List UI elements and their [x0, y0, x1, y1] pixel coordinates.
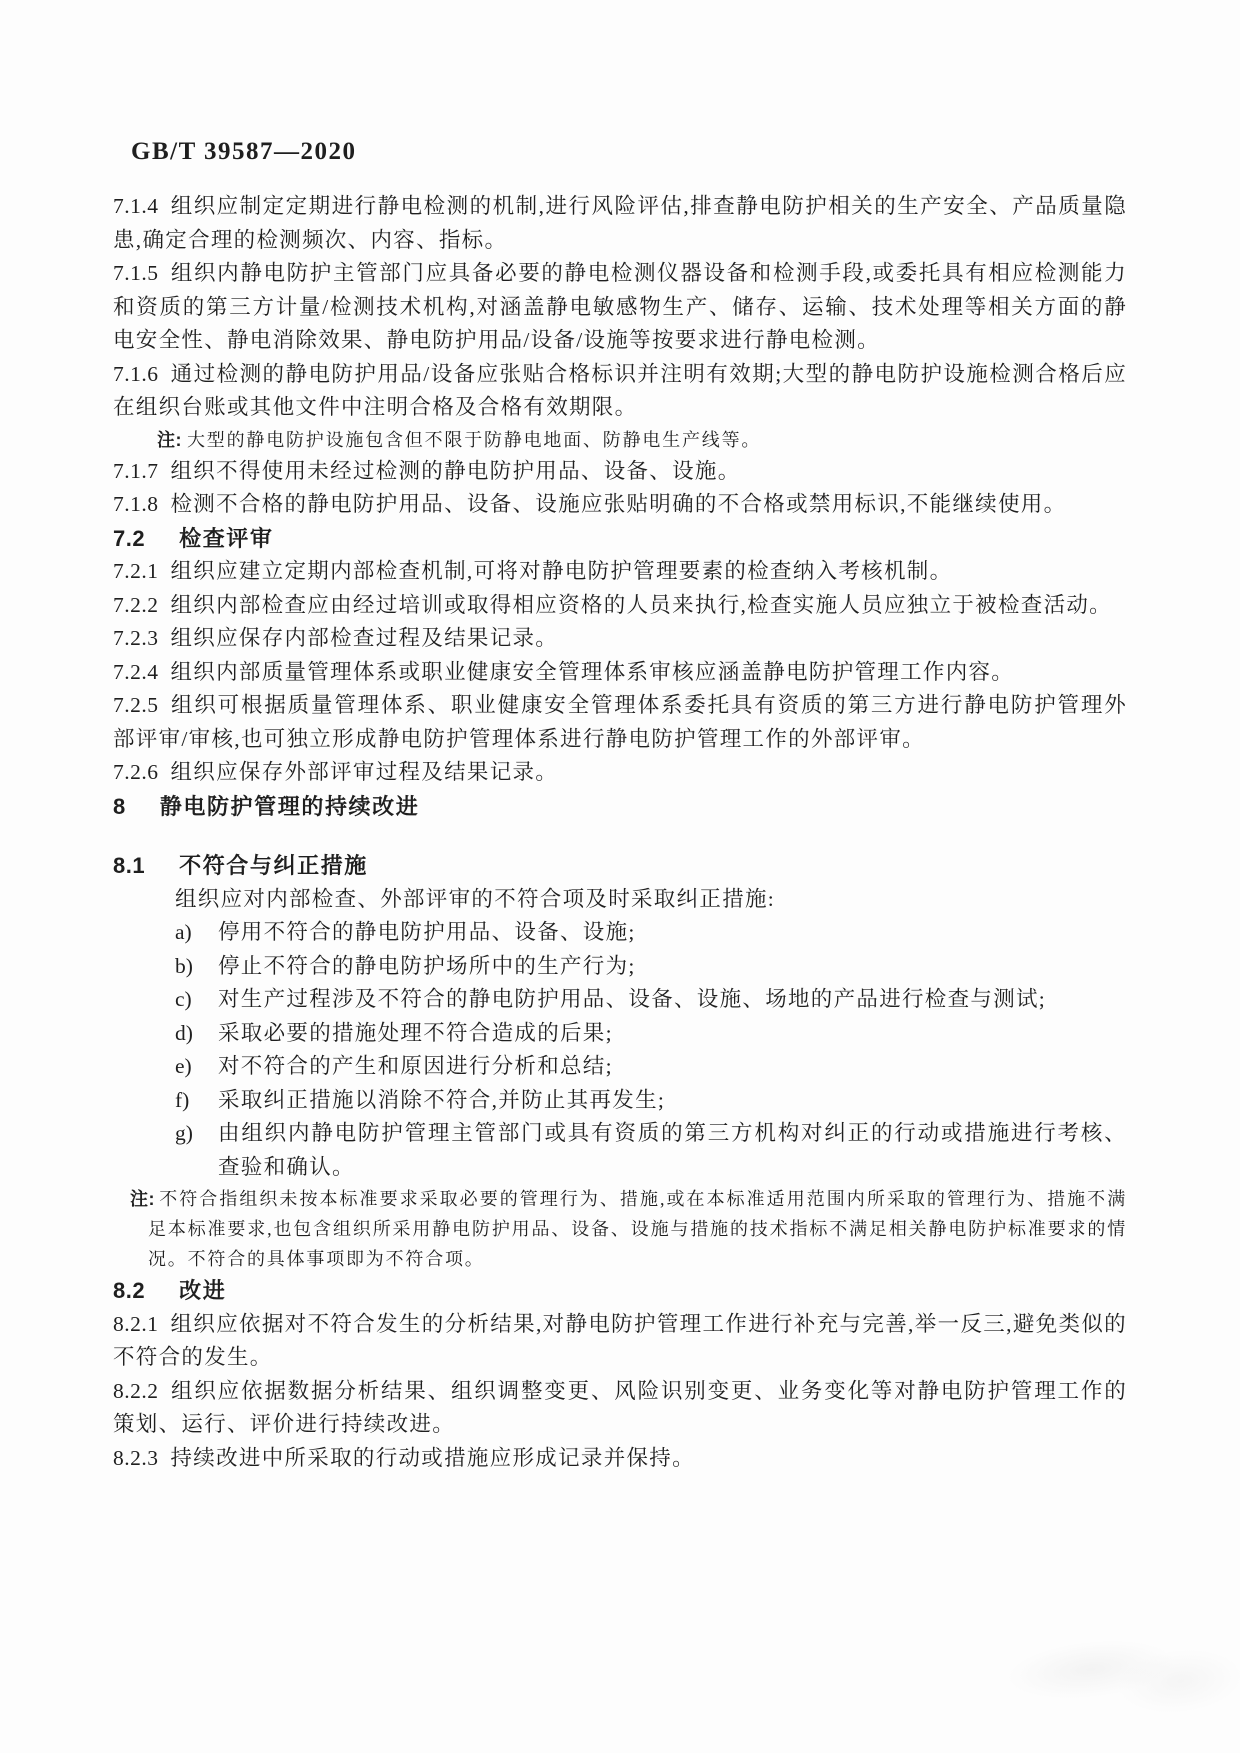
section-number: 8.1 — [113, 853, 146, 878]
clause — [113, 1308, 1127, 1375]
clause-number: 7.1.4 — [113, 194, 159, 218]
clause — [113, 1442, 1127, 1476]
clause-text: 组织应依据数据分析结果、组织调整变更、风险识别变更、业务变化等对静电防护管理工作的策划、运行、评价进行持续改进。 — [113, 1378, 1127, 1436]
clause — [113, 257, 1127, 358]
note — [113, 425, 1127, 455]
clause-number: 7.2.1 — [113, 559, 159, 583]
note-text: 大型的静电防护设施包含但不限于防静电地面、防静电生产线等。 — [187, 429, 762, 450]
clause-number: 7.2.2 — [113, 592, 159, 617]
list-item — [113, 983, 1127, 1017]
clause-text: 组织不得使用未经过检测的静电防护用品、设备、设施。 — [170, 458, 741, 483]
list-item-label: f) — [175, 1087, 190, 1112]
clause-number: 7.2.6 — [113, 760, 159, 784]
clause-number: 7.1.6 — [113, 361, 159, 386]
list-item — [113, 1050, 1127, 1084]
clause — [113, 358, 1127, 425]
section-number: 7.2 — [113, 525, 146, 551]
section-number: 8 — [113, 793, 126, 819]
clause-number: 7.2.3 — [113, 626, 159, 650]
clause — [113, 689, 1127, 756]
list-item-text: 对生产过程涉及不符合的静电防护用品、设备、设施、场地的产品进行检查与测试; — [218, 987, 1047, 1011]
clause — [113, 190, 1127, 257]
note-label: 注: — [130, 1189, 155, 1209]
list-item-text: 采取必要的措施处理不符合造成的后果; — [218, 1020, 613, 1045]
clause-text: 组织应依据对不符合发生的分析结果,对静电防护管理工作进行补充与完善,举一反三,避免类似的不符合的发生。 — [113, 1311, 1127, 1369]
list-item — [113, 1117, 1127, 1184]
list-item-label: g) — [175, 1121, 193, 1145]
list-item-label: e) — [175, 1054, 192, 1078]
section-title: 静电防护管理的持续改进 — [159, 793, 420, 819]
clause-text: 检测不合格的静电防护用品、设备、设施应张贴明确的不合格或禁用标识,不能继续使用。 — [170, 492, 1067, 516]
list-item-label: c) — [175, 987, 192, 1011]
clause-text: 组织可根据质量管理体系、职业健康安全管理体系委托具有资质的第三方进行静电防护管理外部评审/审核,也可独立形成静电防护管理体系进行静电防护管理工作的外部评审。 — [113, 693, 1127, 751]
clause-text: 通过检测的静电防护用品/设备应张贴合格标识并注明有效期;大型的静电防护设施检测合格后应在组织台账或其他文件中注明合格及合格有效期限。 — [113, 361, 1127, 419]
clause — [113, 622, 1127, 656]
list-item — [113, 1017, 1127, 1051]
section-heading — [113, 522, 1127, 556]
clause — [113, 455, 1127, 489]
clause — [113, 656, 1127, 690]
clause-number: 7.1.7 — [113, 458, 159, 483]
list-item-text: 停止不符合的静电防护场所中的生产行为; — [218, 953, 636, 978]
clause-text: 组织应保存外部评审过程及结果记录。 — [170, 760, 559, 784]
clause-number: 8.2.2 — [113, 1378, 159, 1403]
section-heading — [113, 790, 1127, 824]
clause-number: 7.2.4 — [113, 659, 159, 684]
clause-text: 组织应制定定期进行静电检测的机制,进行风险评估,排查静电防护相关的生产安全、产品质量隐患,确定合理的检测频次、内容、指标。 — [113, 194, 1127, 252]
list-item-text: 停用不符合的静电防护用品、设备、设施; — [218, 920, 636, 944]
clause-number: 8.2.1 — [113, 1311, 159, 1336]
list-item-label: b) — [175, 953, 193, 978]
paragraph: 组织应对内部检查、外部评审的不符合项及时采取纠正措施: — [175, 886, 776, 911]
clause-number: 7.1.8 — [113, 492, 159, 516]
note-label: 注: — [157, 429, 182, 450]
clause-text: 组织内部检查应由经过培训或取得相应资格的人员来执行,检查实施人员应独立于被检查活动。 — [170, 592, 1112, 617]
section-heading — [113, 1274, 1127, 1308]
section-title: 不符合与纠正措施 — [179, 853, 368, 878]
list-item-text: 采取纠正措施以消除不符合,并防止其再发生; — [218, 1087, 666, 1112]
note — [113, 1184, 1127, 1274]
list-item-text: 对不符合的产生和原因进行分析和总结; — [218, 1054, 613, 1078]
clause — [113, 756, 1127, 790]
clause-number: 8.2.3 — [113, 1445, 159, 1470]
clause-text: 组织应建立定期内部检查机制,可将对静电防护管理要素的检查纳入考核机制。 — [170, 559, 953, 583]
list-item-label: d) — [175, 1020, 193, 1045]
list-item — [113, 916, 1127, 950]
section-title: 改进 — [179, 1278, 227, 1303]
clause — [113, 1375, 1127, 1442]
clause-number: 7.1.5 — [113, 261, 159, 285]
clause — [113, 555, 1127, 589]
clause-text: 持续改进中所采取的行动或措施应形成记录并保持。 — [170, 1445, 695, 1470]
clause — [113, 589, 1127, 623]
list-item-text: 由组织内静电防护管理主管部门或具有资质的第三方机构对纠正的行动或措施进行考核、查验和确认。 — [218, 1121, 1127, 1179]
document-body — [113, 190, 1127, 1475]
section-heading — [113, 849, 1127, 883]
list-item — [113, 950, 1127, 984]
list-item-label: a) — [175, 920, 192, 944]
clause-number: 7.2.5 — [113, 693, 159, 717]
clause-text: 组织内部质量管理体系或职业健康安全管理体系审核应涵盖静电防护管理工作内容。 — [170, 659, 1015, 684]
section-title: 检查评审 — [179, 525, 274, 551]
section-number: 8.2 — [113, 1278, 146, 1303]
note-text: 不符合指组织未按本标准要求采取必要的管理行为、措施,或在本标准适用范围内所采取的管理行为、措施不满足本标准要求,也包含组织所采用静电防护用品、设备、设施与措施的技术指标不满足相关静电防护标准要求的情况。不符合的具体事项即为不符合项。 — [148, 1189, 1127, 1269]
clause-text: 组织内静电防护主管部门应具备必要的静电检测仪器设备和检测手段,或委托具有相应检测能力和资质的第三方计量/检测技术机构,对涵盖静电敏感物生产、储存、运输、技术处理等相关方面的静电安全性、静电消除效果、静电防护用品/设备/设施等按要求进行静电检测。 — [113, 261, 1127, 352]
watermark-smudge — [983, 1577, 1240, 1742]
clause — [113, 488, 1127, 522]
clause-text: 组织应保存内部检查过程及结果记录。 — [170, 626, 559, 650]
standard-number: GB/T 39587—2020 — [131, 138, 357, 165]
list-item — [113, 1084, 1127, 1118]
